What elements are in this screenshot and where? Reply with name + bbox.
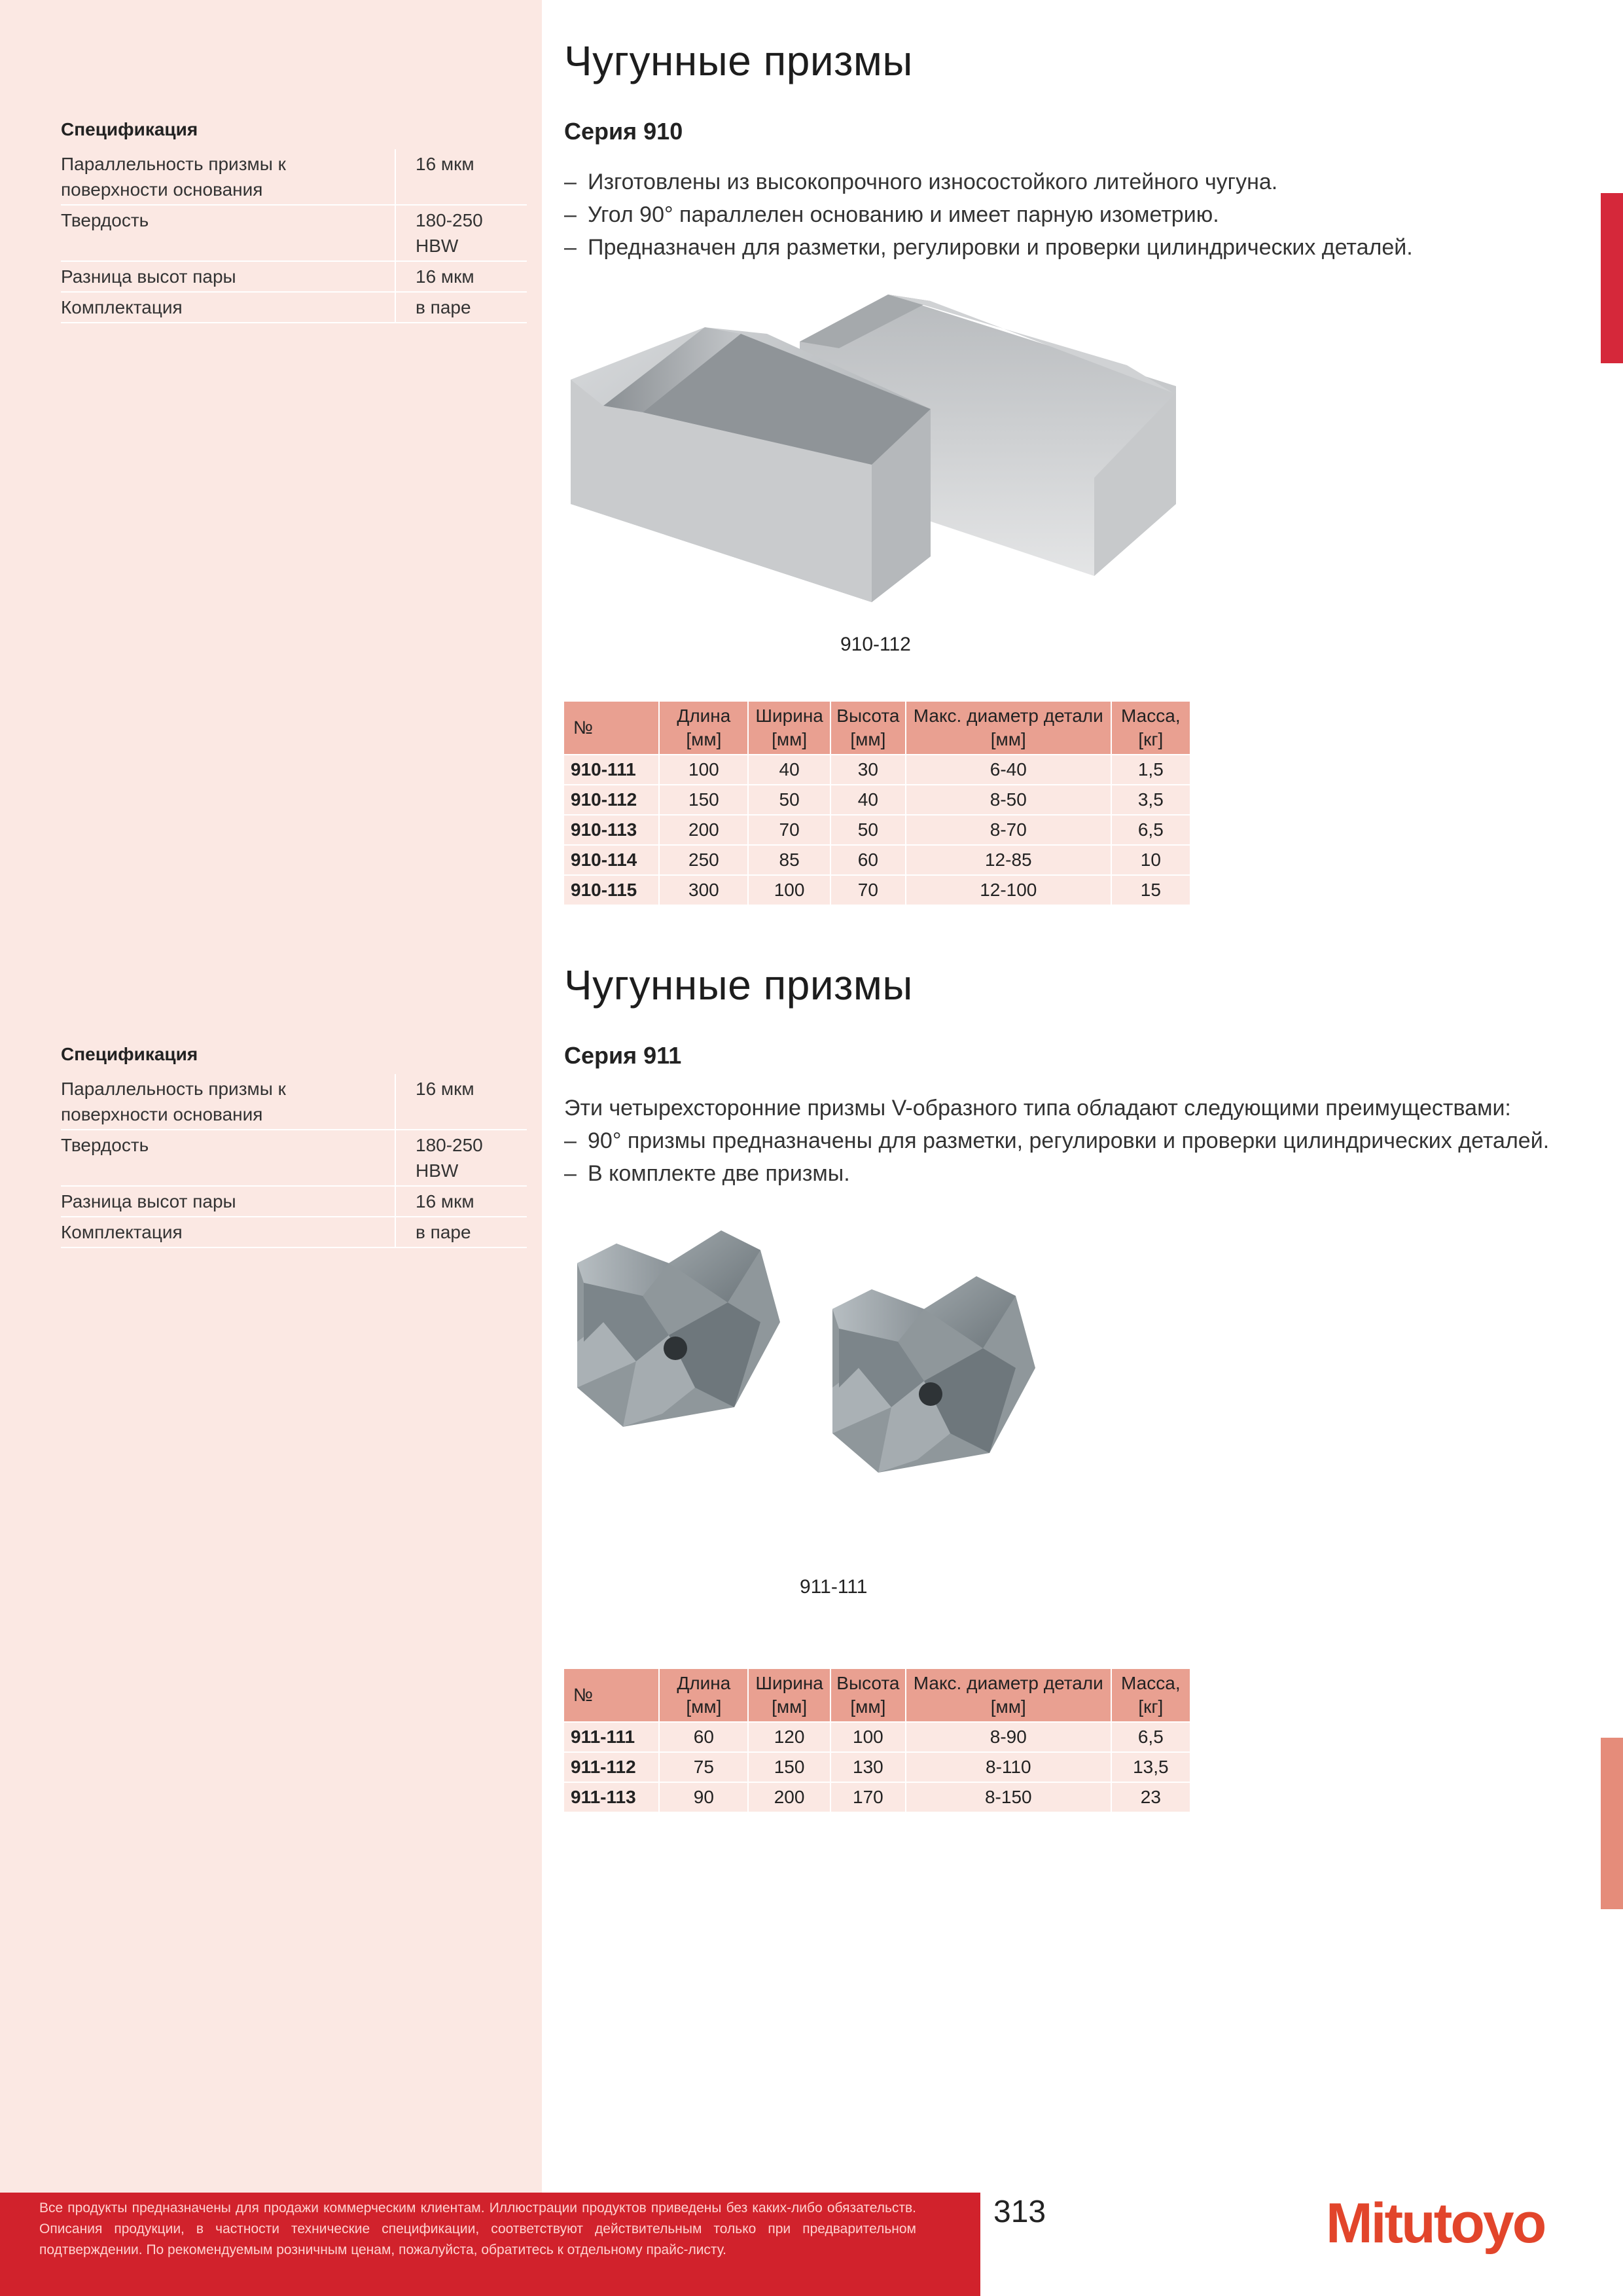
cell: 100 xyxy=(748,875,830,905)
table-header-row xyxy=(564,1669,1190,1722)
col-header: Макс. диаметр детали [мм] xyxy=(906,1669,1111,1722)
spec-table xyxy=(61,1074,527,1248)
col-header: Ширина [мм] xyxy=(748,702,830,755)
cell: 12-85 xyxy=(906,845,1111,875)
section-title: Чугунные призмы xyxy=(564,961,913,1009)
cell: 910-114 xyxy=(564,845,659,875)
cell: 910-113 xyxy=(564,815,659,845)
cell: 8-110 xyxy=(906,1752,1111,1782)
cell: 911-112 xyxy=(564,1752,659,1782)
cell: 23 xyxy=(1111,1782,1190,1812)
table-header-row xyxy=(564,702,1190,755)
cell: 250 xyxy=(659,845,748,875)
cell: 90 xyxy=(659,1782,748,1812)
spec-value: 16 мкм xyxy=(395,1186,527,1217)
spec-value: 180-250 HBW xyxy=(395,205,527,261)
spec-value: в паре xyxy=(395,1217,527,1247)
spec-table xyxy=(61,149,527,323)
brand-logo: Mitutoyo xyxy=(1326,2192,1545,2255)
cell: 8-50 xyxy=(906,785,1111,815)
col-header: № xyxy=(564,1669,659,1722)
cell: 12-100 xyxy=(906,875,1111,905)
col-header: Макс. диаметр детали [мм] xyxy=(906,702,1111,755)
cell: 40 xyxy=(830,785,906,815)
feature-list xyxy=(564,166,1546,264)
spec-key: Разница высот пары xyxy=(61,261,395,292)
spec-row xyxy=(61,205,527,261)
table-row xyxy=(564,1782,1190,1812)
col-header: Высота [мм] xyxy=(830,1669,906,1722)
cell: 10 xyxy=(1111,845,1190,875)
four-sided-v-block-image xyxy=(564,1211,1114,1577)
spec-row xyxy=(61,1130,527,1186)
cell: 50 xyxy=(748,785,830,815)
cell: 100 xyxy=(830,1722,906,1752)
spec-row xyxy=(61,1186,527,1217)
cell: 910-115 xyxy=(564,875,659,905)
spec-key: Комплектация xyxy=(61,292,395,323)
product-caption: 911-111 xyxy=(800,1576,868,1598)
col-header: Длина [мм] xyxy=(659,702,748,755)
cell: 75 xyxy=(659,1752,748,1782)
col-header: Ширина [мм] xyxy=(748,1669,830,1722)
cell: 910-112 xyxy=(564,785,659,815)
cell: 70 xyxy=(748,815,830,845)
spec-value: 16 мкм xyxy=(395,1074,527,1130)
spec-key: Параллельность призмы к поверхности основания xyxy=(61,149,395,205)
page-number: 313 xyxy=(993,2195,1046,2229)
cell: 3,5 xyxy=(1111,785,1190,815)
table-row xyxy=(564,1722,1190,1752)
cell: 30 xyxy=(830,755,906,785)
cell: 150 xyxy=(659,785,748,815)
section-tab-red xyxy=(1601,193,1623,363)
cell: 911-113 xyxy=(564,1782,659,1812)
table-row xyxy=(564,815,1190,845)
cell: 200 xyxy=(748,1782,830,1812)
spec-row xyxy=(61,149,527,205)
intro-text: Эти четырехсторонние призмы V-образного типа обладают следующими преимуществами: xyxy=(564,1096,1511,1121)
spec-value: 16 мкм xyxy=(395,149,527,205)
spec-row xyxy=(61,292,527,323)
section-tab-salmon xyxy=(1601,1738,1623,1909)
cell: 130 xyxy=(830,1752,906,1782)
col-header: Масса, [кг] xyxy=(1111,702,1190,755)
product-caption: 910-112 xyxy=(840,634,911,655)
table-row xyxy=(564,785,1190,815)
spec-key: Разница высот пары xyxy=(61,1186,395,1217)
cell: 60 xyxy=(830,845,906,875)
cell: 8-70 xyxy=(906,815,1111,845)
cell: 50 xyxy=(830,815,906,845)
feature-item: – Предназначен для разметки, регулировки и проверки цилиндрических деталей. xyxy=(564,231,1546,264)
cell: 200 xyxy=(659,815,748,845)
table-row xyxy=(564,1752,1190,1782)
spec-row xyxy=(61,261,527,292)
feature-list xyxy=(564,1092,1585,1190)
cell: 8-150 xyxy=(906,1782,1111,1812)
left-block xyxy=(577,1230,780,1427)
product-table xyxy=(564,702,1190,905)
spec-value: 180-250 HBW xyxy=(395,1130,527,1186)
cell: 13,5 xyxy=(1111,1752,1190,1782)
cell: 40 xyxy=(748,755,830,785)
spec-title: Спецификация xyxy=(61,1044,198,1064)
spec-key: Параллельность призмы к поверхности основания xyxy=(61,1074,395,1130)
v-block-pair-image xyxy=(564,288,1192,641)
cell: 911-111 xyxy=(564,1722,659,1752)
cell: 70 xyxy=(830,875,906,905)
spec-title: Спецификация xyxy=(61,119,198,139)
footer-disclaimer: Все продукты предназначены для продажи коммерческим клиентам. Иллюстрации продуктов приведены без каких-либо обязательств. Описания продукции, в частности технические спецификации, соответствуют действительным только при предварительном подтверждении. По рекомендуемым розничным ценам, пожалуйста, обратитесь к отдельному прайс-листу. xyxy=(39,2200,916,2257)
table-row xyxy=(564,755,1190,785)
cell: 6,5 xyxy=(1111,1722,1190,1752)
spec-row xyxy=(61,1217,527,1247)
feature-item: – 90° призмы предназначены для разметки, регулировки и проверки цилиндрических деталей. xyxy=(564,1124,1585,1157)
spec-row xyxy=(61,1074,527,1130)
spec-value: 16 мкм xyxy=(395,261,527,292)
cell: 300 xyxy=(659,875,748,905)
cell: 910-111 xyxy=(564,755,659,785)
right-block xyxy=(832,1276,1035,1473)
series-title: Серия 911 xyxy=(564,1042,682,1069)
product-table xyxy=(564,1669,1190,1812)
feature-item: – Изготовлены из высокопрочного износостойкого литейного чугуна. xyxy=(564,166,1546,198)
table-row xyxy=(564,845,1190,875)
feature-item: – Угол 90° параллелен основанию и имеет парную изометрию. xyxy=(564,198,1546,231)
cell: 100 xyxy=(659,755,748,785)
section-title: Чугунные призмы xyxy=(564,37,913,84)
cell: 85 xyxy=(748,845,830,875)
cell: 6-40 xyxy=(906,755,1111,785)
feature-item: – В комплекте две призмы. xyxy=(564,1157,1585,1190)
spec-key: Твердость xyxy=(61,205,395,261)
table-row xyxy=(564,875,1190,905)
cell: 150 xyxy=(748,1752,830,1782)
cell: 15 xyxy=(1111,875,1190,905)
spec-key: Твердость xyxy=(61,1130,395,1186)
cell: 8-90 xyxy=(906,1722,1111,1752)
cell: 120 xyxy=(748,1722,830,1752)
col-header: Масса, [кг] xyxy=(1111,1669,1190,1722)
spec-key: Комплектация xyxy=(61,1217,395,1247)
col-header: Длина [мм] xyxy=(659,1669,748,1722)
cell: 1,5 xyxy=(1111,755,1190,785)
spec-value: в паре xyxy=(395,292,527,323)
cell: 60 xyxy=(659,1722,748,1752)
col-header: № xyxy=(564,702,659,755)
cell: 6,5 xyxy=(1111,815,1190,845)
col-header: Высота [мм] xyxy=(830,702,906,755)
cell: 170 xyxy=(830,1782,906,1812)
series-title: Серия 910 xyxy=(564,118,683,145)
